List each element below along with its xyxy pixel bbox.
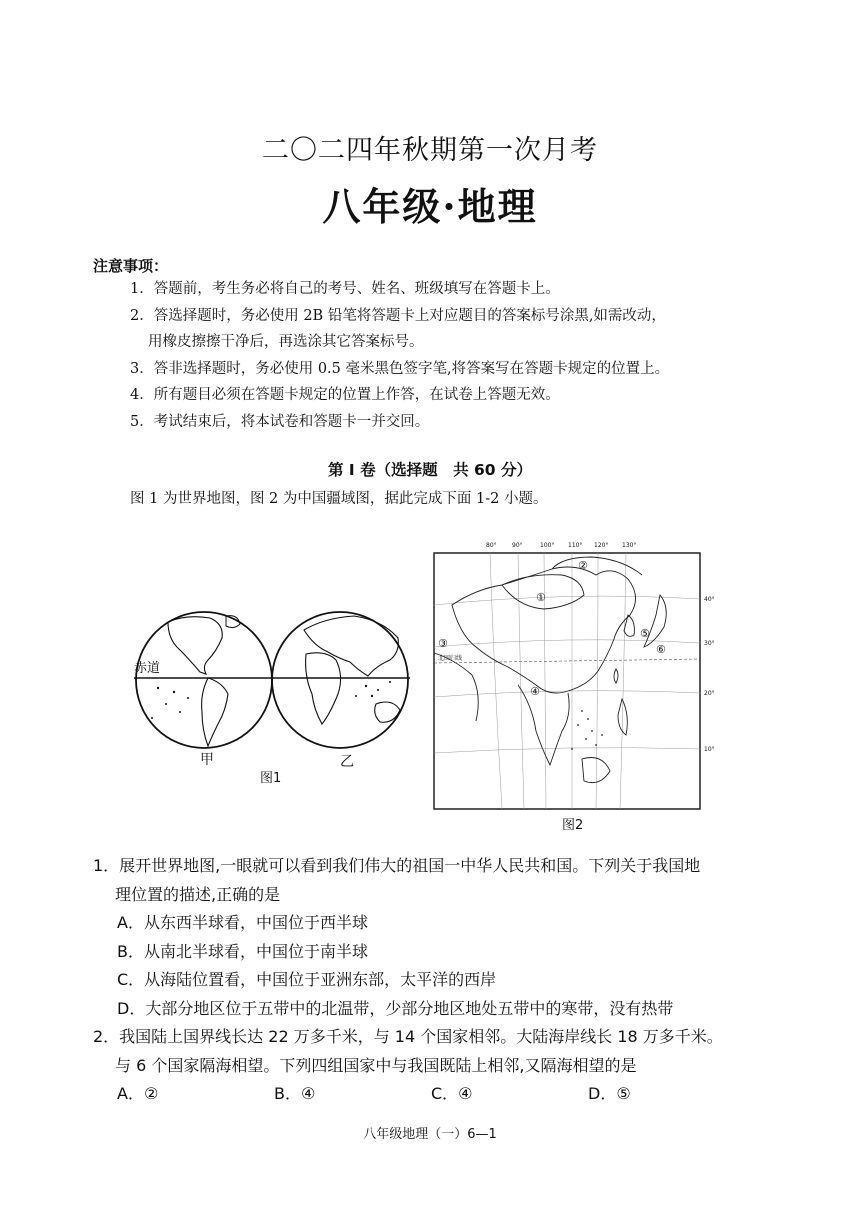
- option-b: B．从南北半球看，中国位于南半球: [117, 941, 368, 961]
- option-b: B．④: [274, 1084, 316, 1103]
- section-intro: 图 1 为世界地图，图 2 为中国疆域图，据此完成下面 1-2 小题。: [130, 491, 548, 507]
- china-border: [452, 567, 636, 693]
- note-item: 2．答选择题时，务必使用 2B 铅笔将答题卡上对应题目的答案标号涂黑,如需改动，: [130, 307, 666, 324]
- lat-label: 30°: [704, 640, 715, 647]
- lon-label: 130°: [622, 542, 637, 549]
- lon-label: 80°: [486, 542, 497, 549]
- borders: [434, 557, 666, 783]
- figure2-caption: 图2: [562, 818, 584, 833]
- indochina-outline: [518, 685, 569, 765]
- western-hemisphere: [136, 612, 272, 748]
- section-heading: 第 Ⅰ 卷（选择题 共 60 分）: [328, 461, 532, 479]
- graticule: [434, 553, 700, 809]
- lat-label: 40°: [704, 596, 715, 603]
- options-row: [93, 1080, 793, 1109]
- note-item-continued: 用橡皮擦擦干净后，再选涂其它答案标号。: [148, 334, 424, 350]
- lat-label: 20°: [704, 690, 715, 697]
- hemisphere-label-jia: 甲: [200, 752, 214, 768]
- tropic-label: 北回归线: [438, 655, 463, 662]
- page-footer: 八年级地理（一）6—1: [363, 1127, 497, 1142]
- question-stem-cont: 与 6 个国家隔海相望。下列四组国家中与我国既陆上相邻,又隔海相望的是: [115, 1055, 637, 1075]
- lon-label: 120°: [594, 542, 609, 549]
- question-stem-cont: 理位置的描述,正确的是: [115, 884, 281, 904]
- note-item: 3．答非选择题时，务必使用 0.5 毫米黑色签字笔,将答案写在答题卡规定的位置上。: [130, 360, 670, 377]
- hemisphere-label-yi: 乙: [340, 754, 354, 770]
- option-c: C．④: [431, 1084, 473, 1103]
- figure2-china-map: [432, 535, 722, 835]
- question-stem: 2．我国陆上国界线长达 22 万多千米，与 14 个国家相邻。大陆海岸线长 18 万多千米。: [93, 1027, 723, 1046]
- exam-title: 二〇二四年秋期第一次月考: [262, 135, 598, 166]
- questions: [93, 852, 793, 1109]
- equator-label: 赤道: [134, 661, 161, 676]
- map-frame: [434, 553, 700, 809]
- note-item: 4．所有题目必须在答题卡规定的位置上作答，在试卷上答题无效。: [130, 387, 560, 403]
- notes-list: [130, 276, 780, 435]
- question-stem: 1．展开世界地图,一眼就可以看到我们伟大的祖国一中华人民共和国。下列关于我国地: [93, 856, 701, 875]
- marker-3: ③: [438, 637, 448, 650]
- question-1: [93, 852, 793, 1023]
- lon-label: 110°: [568, 542, 583, 549]
- question-2: [93, 1023, 793, 1109]
- islands: [571, 710, 603, 750]
- marker-4: ④: [530, 685, 540, 698]
- russia-border: [552, 557, 642, 575]
- option-d: D．大部分地区位于五带中的北温带，少部分地区地处五带中的寒带，没有热带: [117, 998, 674, 1018]
- marker-6: ⑥: [656, 643, 666, 656]
- south-america-outline: [202, 678, 228, 746]
- marker-2: ②: [578, 559, 588, 572]
- lon-label: 100°: [540, 542, 555, 549]
- north-america-outline: [168, 617, 222, 674]
- lat-label: 10°: [704, 746, 715, 753]
- lon-labels: [486, 542, 636, 549]
- eastern-hemisphere: [272, 612, 408, 748]
- option-c: C．从海陆位置看，中国位于亚洲东部，太平洋的西岸: [117, 970, 497, 989]
- taiwan-outline: [614, 669, 618, 683]
- marker-5: ⑤: [640, 627, 650, 640]
- figure1-caption: 图1: [260, 771, 282, 786]
- lat-labels: [704, 596, 715, 753]
- option-a: A．②: [117, 1084, 159, 1103]
- note-item: 1．答题前，考生务必将自己的考号、姓名、班级填写在答题卡上。: [130, 281, 560, 297]
- borneo-outline: [582, 758, 610, 783]
- eurasia-outline: [304, 616, 398, 676]
- subject-title: 八年级·地理: [322, 184, 538, 229]
- figure1-world-map: [128, 600, 418, 800]
- africa-outline: [306, 653, 341, 724]
- option-d: D．⑤: [588, 1084, 631, 1103]
- notes-heading: 注意事项：: [93, 257, 169, 275]
- option-a: A．从东西半球看，中国位于西半球: [117, 913, 368, 932]
- tropic-of-cancer-line: [434, 659, 700, 663]
- region-markers: [438, 559, 666, 698]
- lon-label: 90°: [512, 542, 523, 549]
- korea-outline: [624, 615, 634, 636]
- note-item: 5．考试结束后，将本试卷和答题卡一并交回。: [130, 413, 430, 430]
- marker-1: ①: [536, 591, 546, 604]
